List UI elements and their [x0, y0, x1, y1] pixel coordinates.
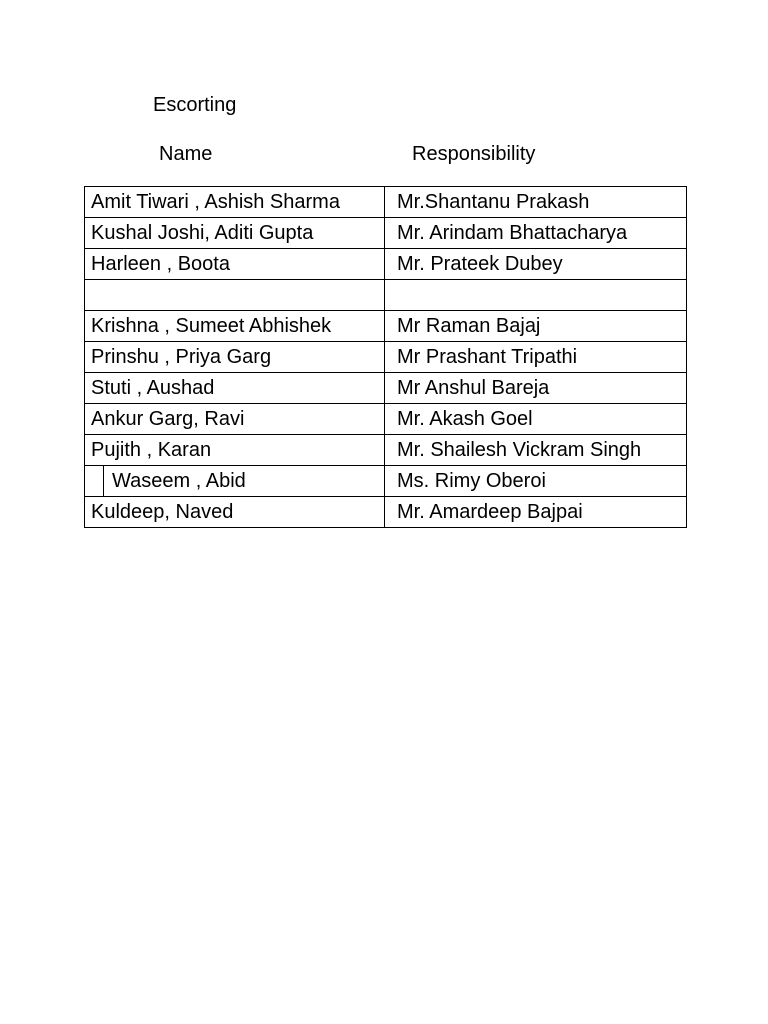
responsibility-cell: Mr.Shantanu Prakash	[385, 187, 687, 218]
table-row	[85, 342, 687, 373]
responsibility-cell: Mr. Arindam Bhattacharya	[385, 218, 687, 249]
table-row	[85, 249, 687, 280]
document-title: Escorting	[153, 94, 237, 116]
table-row	[85, 187, 687, 218]
table-row	[85, 218, 687, 249]
table-row	[85, 466, 687, 497]
responsibility-cell: Ms. Rimy Oberoi	[385, 466, 687, 497]
name-cell: Kushal Joshi, Aditi Gupta	[85, 218, 385, 249]
indent-wrapper	[85, 466, 384, 496]
name-cell: Amit Tiwari , Ashish Sharma	[85, 187, 385, 218]
table-row	[85, 311, 687, 342]
responsibility-cell: Mr. Amardeep Bajpai	[385, 497, 687, 528]
name-cell: Ankur Garg, Ravi	[85, 404, 385, 435]
responsibility-cell: Mr Anshul Bareja	[385, 373, 687, 404]
table-row	[85, 373, 687, 404]
name-cell-indented	[85, 466, 385, 497]
name-cell	[85, 280, 385, 311]
responsibility-cell: Mr. Akash Goel	[385, 404, 687, 435]
responsibility-cell: Mr Prashant Tripathi	[385, 342, 687, 373]
name-text: Waseem , Abid	[112, 470, 246, 492]
table-row	[85, 435, 687, 466]
table-row	[85, 497, 687, 528]
responsibility-cell: Mr. Shailesh Vickram Singh	[385, 435, 687, 466]
table-row	[85, 404, 687, 435]
name-cell: Prinshu , Priya Garg	[85, 342, 385, 373]
responsibility-cell: Mr Raman Bajaj	[385, 311, 687, 342]
responsibility-cell: Mr. Prateek Dubey	[385, 249, 687, 280]
name-cell: Kuldeep, Naved	[85, 497, 385, 528]
indent-divider	[85, 466, 104, 496]
responsibility-column-header: Responsibility	[412, 143, 536, 165]
name-column-header: Name	[159, 143, 213, 165]
escorting-table	[84, 186, 687, 528]
responsibility-cell	[385, 280, 687, 311]
name-cell: Harleen , Boota	[85, 249, 385, 280]
name-cell: Pujith , Karan	[85, 435, 385, 466]
name-cell: Stuti , Aushad	[85, 373, 385, 404]
table-row-empty	[85, 280, 687, 311]
name-cell: Krishna , Sumeet Abhishek	[85, 311, 385, 342]
